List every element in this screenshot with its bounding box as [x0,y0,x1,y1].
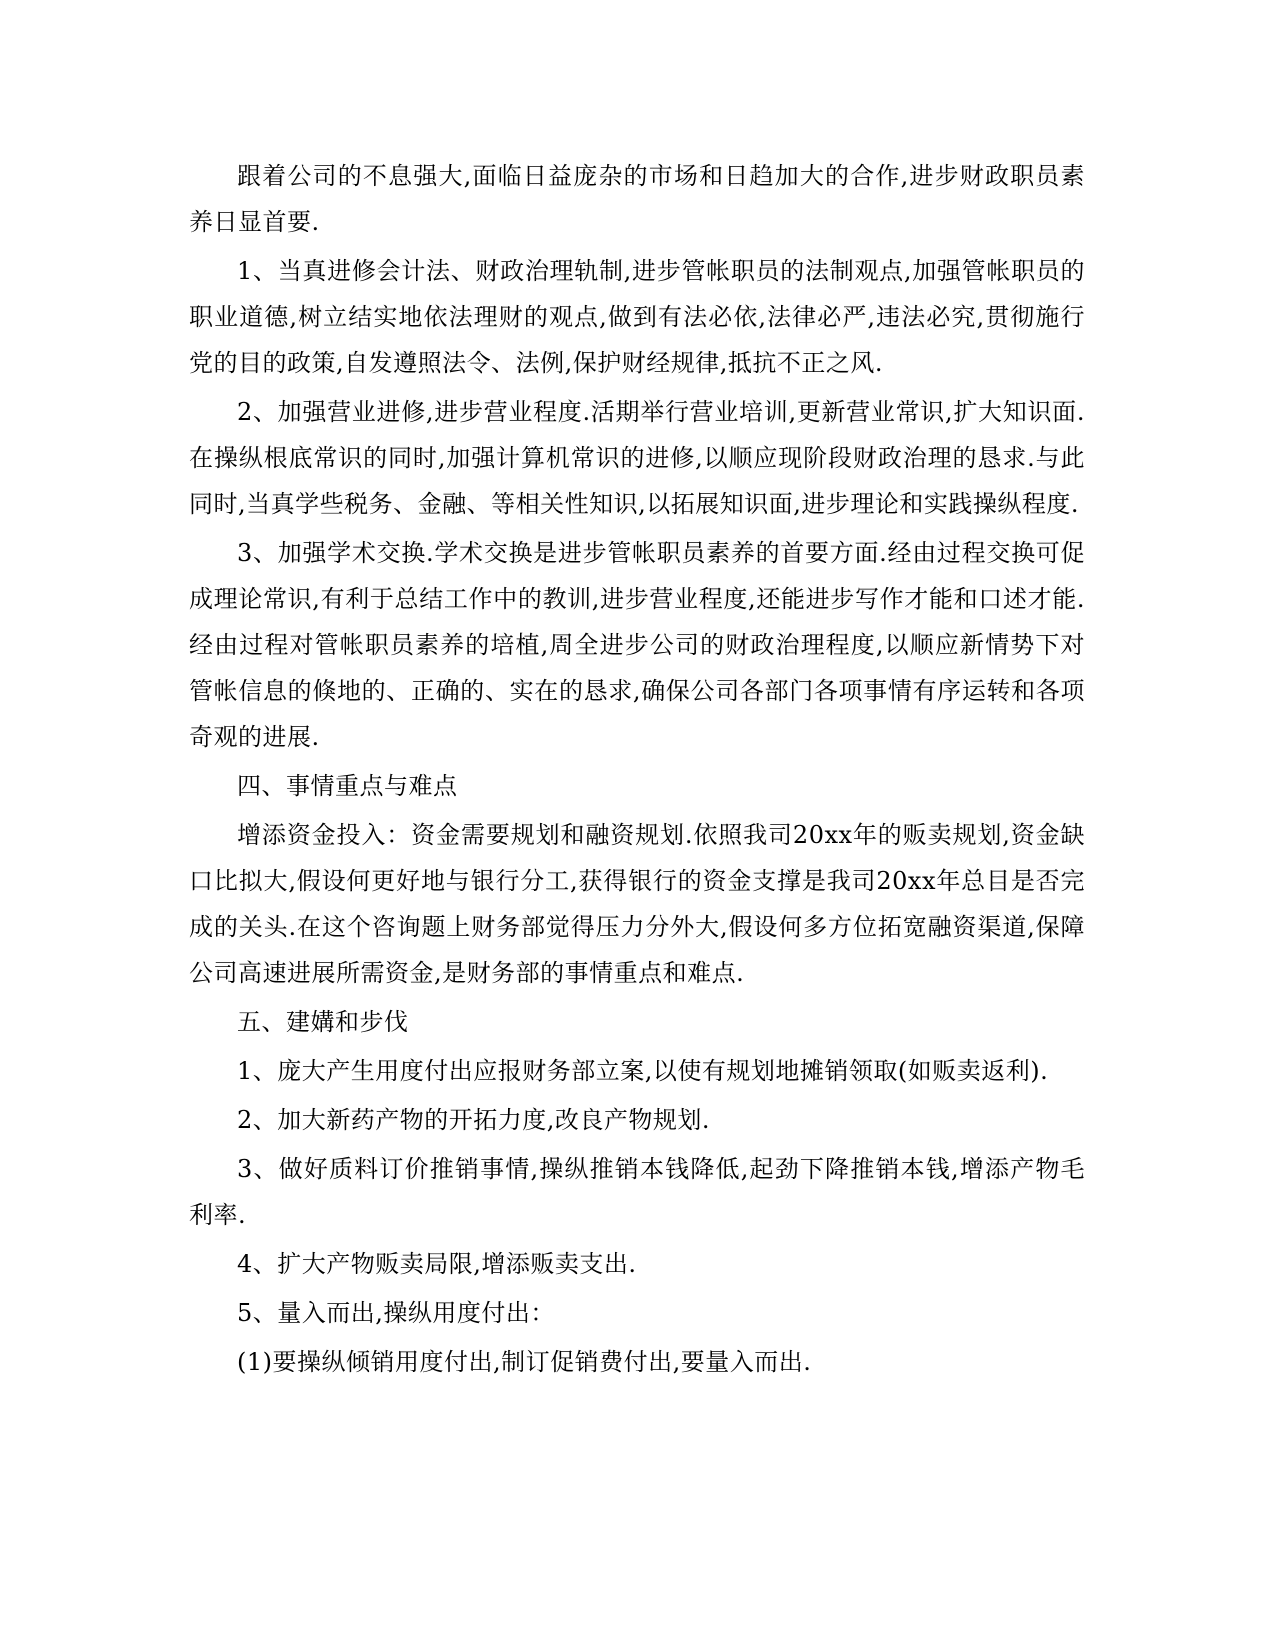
paragraph-item-1: 1、当真进修会计法、财政治理轨制,进步管帐职员的法制观点,加强管帐职员的职业道德,树立结实地依法理财的观点,做到有法必依,法律必严,违法必究,贯彻施行党的目的政策,自发遵照法令、法例,保护财经规律,抵抗不正之风. [189,257,1085,377]
document-body [189,153,1085,1388]
paragraph-item-2: 2、加强营业进修,进步营业程度.活期举行营业培训,更新营业常识,扩大知识面.在操纵根底常识的同时,加强计算机常识的进修,以顺应现阶段财政治理的恳求.与此同时,当真学些税务、金融、等相关性知识,以拓展知识面,进步理论和实践操纵程度. [189,398,1085,518]
paragraph-intro: 跟着公司的不息强大,面临日益庞杂的市场和日趋加大的合作,进步财政职员素养日显首要. [189,162,1085,236]
measure-subitem-1: (1)要操纵倾销用度付出,制订促销费付出,要量入而出. [237,1348,812,1376]
section-heading-5: 五、建媾和步伐 [237,1008,409,1036]
measure-item-4: 4、扩大产物贩卖局限,增添贩卖支出. [237,1250,637,1278]
paragraph-item-3: 3、加强学术交换.学术交换是进步管帐职员素养的首要方面.经由过程交换可促成理论常识,有利于总结工作中的教训,进步营业程度,还能进步写作才能和口述才能.经由过程对管帐职员素养的培植,周全进步公司的财政治理程度,以顺应新情势下对管帐信息的倏地的、正确的、实在的恳求,确保公司各部门各项事情有序运转和各项奇观的进展. [189,539,1085,751]
measure-item-3: 3、做好质料订价推销事情,操纵推销本钱降低,起劲下降推销本钱,增添产物毛利率. [189,1155,1085,1229]
measure-item-1: 1、庞大产生用度付出应报财务部立案,以使有规划地摊销领取(如贩卖返利). [237,1057,1049,1085]
paragraph-funding: 增添资金投入：资金需要规划和融资规划.依照我司20xx年的贩卖规划,资金缺口比拟大,假设何更好地与银行分工,获得银行的资金支撑是我司20xx年总目是否完成的关头.在这个咨询题上财务部觉得压力分外大,假设何多方位拓宽融资渠道,保障公司高速进展所需资金,是财务部的事情重点和难点. [189,821,1085,987]
section-heading-4: 四、事情重点与难点 [237,772,458,800]
measure-item-5: 5、量入而出,操纵用度付出： [237,1299,555,1327]
measure-item-2: 2、加大新药产物的开拓力度,改良产物规划. [237,1106,711,1134]
